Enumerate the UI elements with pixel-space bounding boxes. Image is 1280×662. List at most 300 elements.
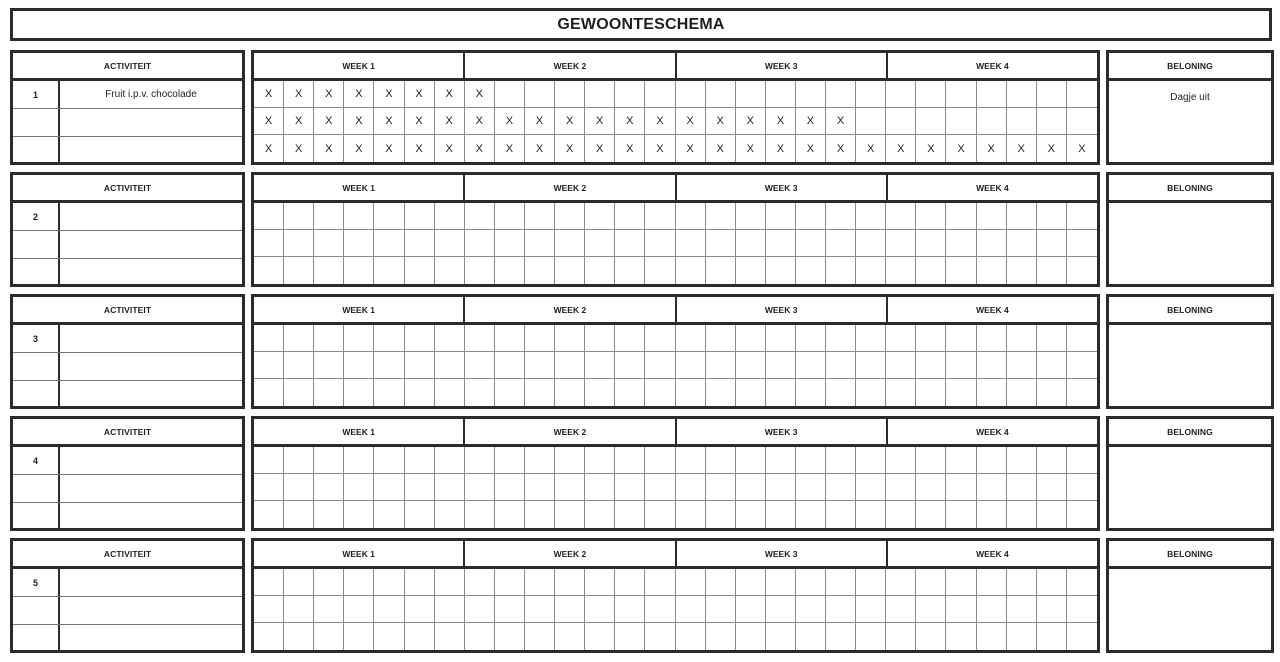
day-checkbox[interactable] [615,501,645,528]
day-checkbox[interactable] [374,447,404,474]
day-checkbox[interactable] [676,447,706,474]
day-checkbox[interactable] [645,135,675,162]
day-checkbox[interactable] [856,596,886,623]
day-checkbox[interactable] [676,623,706,650]
day-checkbox[interactable] [405,596,435,623]
day-checkbox[interactable] [1067,596,1097,623]
day-checkbox[interactable] [405,135,435,162]
activity-name[interactable] [60,447,242,474]
day-checkbox[interactable] [555,108,585,135]
day-checkbox[interactable] [977,108,1007,135]
activity-row[interactable] [13,475,242,503]
day-checkbox[interactable] [314,108,344,135]
day-checkbox[interactable] [1007,623,1037,650]
day-checkbox[interactable] [706,81,736,108]
day-checkbox[interactable] [856,230,886,257]
day-checkbox[interactable] [796,325,826,352]
reward-text[interactable] [1109,447,1271,528]
day-checkbox[interactable] [1067,230,1097,257]
day-checkbox[interactable] [1007,325,1037,352]
day-checkbox[interactable] [254,352,284,379]
day-checkbox[interactable] [405,352,435,379]
day-checkbox[interactable] [1037,501,1067,528]
day-checkbox[interactable] [615,623,645,650]
day-checkbox[interactable] [435,352,465,379]
day-checkbox[interactable] [1007,447,1037,474]
day-checkbox[interactable] [1007,230,1037,257]
day-checkbox[interactable] [615,352,645,379]
day-checkbox[interactable] [1037,623,1067,650]
day-checkbox[interactable] [525,325,555,352]
day-checkbox[interactable] [525,108,555,135]
day-checkbox[interactable] [495,135,525,162]
day-checkbox[interactable] [826,569,856,596]
day-checkbox[interactable] [525,623,555,650]
day-checkbox[interactable] [736,379,766,406]
day-checkbox[interactable] [374,623,404,650]
day-checkbox[interactable] [284,108,314,135]
day-checkbox[interactable] [435,447,465,474]
day-checkbox[interactable] [1037,81,1067,108]
day-checkbox[interactable] [1007,135,1037,162]
day-checkbox[interactable] [495,379,525,406]
day-checkbox[interactable] [796,596,826,623]
day-checkbox[interactable] [465,230,495,257]
day-checkbox[interactable] [1037,474,1067,501]
day-checkbox[interactable] [1037,135,1067,162]
day-checkbox[interactable] [856,203,886,230]
day-checkbox[interactable] [344,230,374,257]
day-checkbox[interactable] [1037,569,1067,596]
day-checkbox[interactable] [555,230,585,257]
day-checkbox[interactable] [856,257,886,284]
day-checkbox[interactable] [946,596,976,623]
day-checkbox[interactable] [284,257,314,284]
day-checkbox[interactable] [946,352,976,379]
day-checkbox[interactable] [886,230,916,257]
day-checkbox[interactable] [405,81,435,108]
day-checkbox[interactable] [916,352,946,379]
day-checkbox[interactable] [284,325,314,352]
day-checkbox[interactable] [284,135,314,162]
day-checkbox[interactable] [284,203,314,230]
day-checkbox[interactable] [585,81,615,108]
day-checkbox[interactable] [946,501,976,528]
day-checkbox[interactable] [977,596,1007,623]
day-checkbox[interactable] [796,81,826,108]
day-checkbox[interactable] [1067,447,1097,474]
day-checkbox[interactable] [856,569,886,596]
day-checkbox[interactable] [254,569,284,596]
day-checkbox[interactable] [706,325,736,352]
day-checkbox[interactable] [856,352,886,379]
day-checkbox[interactable] [585,569,615,596]
day-checkbox[interactable] [1037,257,1067,284]
day-checkbox[interactable] [585,379,615,406]
day-checkbox[interactable] [766,325,796,352]
day-checkbox[interactable] [405,474,435,501]
day-checkbox[interactable] [525,474,555,501]
day-checkbox[interactable] [1007,474,1037,501]
day-checkbox[interactable] [736,596,766,623]
day-checkbox[interactable] [645,623,675,650]
reward-text[interactable] [1109,203,1271,284]
activity-row[interactable] [13,231,242,259]
day-checkbox[interactable] [1067,379,1097,406]
day-checkbox[interactable] [736,352,766,379]
day-checkbox[interactable] [676,81,706,108]
day-checkbox[interactable] [946,379,976,406]
day-checkbox[interactable] [1037,325,1067,352]
day-checkbox[interactable] [344,569,374,596]
day-checkbox[interactable] [766,569,796,596]
day-checkbox[interactable] [946,81,976,108]
day-checkbox[interactable] [465,81,495,108]
day-checkbox[interactable] [495,81,525,108]
day-checkbox[interactable] [284,447,314,474]
day-checkbox[interactable] [555,135,585,162]
day-checkbox[interactable] [284,379,314,406]
day-checkbox[interactable] [254,474,284,501]
day-checkbox[interactable] [645,569,675,596]
day-checkbox[interactable] [886,596,916,623]
day-checkbox[interactable] [615,135,645,162]
day-checkbox[interactable] [886,569,916,596]
day-checkbox[interactable] [856,135,886,162]
day-checkbox[interactable] [615,81,645,108]
activity-row[interactable] [13,569,242,597]
day-checkbox[interactable] [254,203,284,230]
day-checkbox[interactable] [1037,447,1067,474]
day-checkbox[interactable] [405,203,435,230]
day-checkbox[interactable] [1067,501,1097,528]
day-checkbox[interactable] [254,257,284,284]
day-checkbox[interactable] [826,257,856,284]
day-checkbox[interactable] [826,81,856,108]
day-checkbox[interactable] [374,501,404,528]
day-checkbox[interactable] [405,379,435,406]
day-checkbox[interactable] [977,352,1007,379]
day-checkbox[interactable] [796,108,826,135]
day-checkbox[interactable] [314,257,344,284]
day-checkbox[interactable] [826,230,856,257]
day-checkbox[interactable] [796,203,826,230]
day-checkbox[interactable] [796,569,826,596]
day-checkbox[interactable] [736,501,766,528]
day-checkbox[interactable] [254,325,284,352]
day-checkbox[interactable] [374,379,404,406]
day-checkbox[interactable] [435,596,465,623]
day-checkbox[interactable] [736,569,766,596]
day-checkbox[interactable] [886,257,916,284]
day-checkbox[interactable] [555,501,585,528]
day-checkbox[interactable] [465,135,495,162]
day-checkbox[interactable] [826,623,856,650]
day-checkbox[interactable] [344,501,374,528]
day-checkbox[interactable] [254,501,284,528]
day-checkbox[interactable] [826,447,856,474]
day-checkbox[interactable] [676,474,706,501]
day-checkbox[interactable] [886,352,916,379]
day-checkbox[interactable] [374,230,404,257]
day-checkbox[interactable] [284,596,314,623]
day-checkbox[interactable] [886,135,916,162]
day-checkbox[interactable] [706,501,736,528]
day-checkbox[interactable] [585,352,615,379]
day-checkbox[interactable] [585,230,615,257]
day-checkbox[interactable] [977,135,1007,162]
day-checkbox[interactable] [585,474,615,501]
day-checkbox[interactable] [1037,230,1067,257]
day-checkbox[interactable] [706,379,736,406]
day-checkbox[interactable] [676,596,706,623]
day-checkbox[interactable] [736,474,766,501]
day-checkbox[interactable] [676,325,706,352]
day-checkbox[interactable] [796,230,826,257]
day-checkbox[interactable] [676,501,706,528]
day-checkbox[interactable] [465,325,495,352]
day-checkbox[interactable] [796,501,826,528]
day-checkbox[interactable] [977,569,1007,596]
day-checkbox[interactable] [977,81,1007,108]
day-checkbox[interactable] [435,501,465,528]
day-checkbox[interactable] [465,352,495,379]
day-checkbox[interactable] [495,596,525,623]
day-checkbox[interactable] [284,569,314,596]
day-checkbox[interactable] [435,325,465,352]
day-checkbox[interactable] [585,257,615,284]
day-checkbox[interactable] [374,352,404,379]
day-checkbox[interactable] [495,447,525,474]
day-checkbox[interactable] [766,203,796,230]
day-checkbox[interactable] [676,108,706,135]
day-checkbox[interactable] [525,203,555,230]
day-checkbox[interactable] [706,257,736,284]
day-checkbox[interactable] [495,501,525,528]
day-checkbox[interactable] [585,501,615,528]
day-checkbox[interactable] [796,474,826,501]
day-checkbox[interactable] [706,203,736,230]
day-checkbox[interactable] [555,325,585,352]
day-checkbox[interactable] [1067,325,1097,352]
day-checkbox[interactable] [344,108,374,135]
day-checkbox[interactable] [886,474,916,501]
day-checkbox[interactable] [585,203,615,230]
day-checkbox[interactable] [465,108,495,135]
day-checkbox[interactable] [585,325,615,352]
day-checkbox[interactable] [555,352,585,379]
day-checkbox[interactable] [766,623,796,650]
day-checkbox[interactable] [374,596,404,623]
day-checkbox[interactable] [706,596,736,623]
day-checkbox[interactable] [706,623,736,650]
activity-row[interactable] [13,353,242,381]
day-checkbox[interactable] [314,596,344,623]
day-checkbox[interactable] [1067,108,1097,135]
day-checkbox[interactable] [314,135,344,162]
day-checkbox[interactable] [766,447,796,474]
day-checkbox[interactable] [916,81,946,108]
day-checkbox[interactable] [736,257,766,284]
day-checkbox[interactable] [676,203,706,230]
day-checkbox[interactable] [886,501,916,528]
day-checkbox[interactable] [886,81,916,108]
day-checkbox[interactable] [916,596,946,623]
day-checkbox[interactable] [766,379,796,406]
day-checkbox[interactable] [856,501,886,528]
day-checkbox[interactable] [856,447,886,474]
day-checkbox[interactable] [1067,203,1097,230]
day-checkbox[interactable] [766,257,796,284]
day-checkbox[interactable] [615,257,645,284]
day-checkbox[interactable] [946,569,976,596]
day-checkbox[interactable] [254,623,284,650]
day-checkbox[interactable] [314,325,344,352]
day-checkbox[interactable] [916,257,946,284]
day-checkbox[interactable] [796,257,826,284]
day-checkbox[interactable] [856,108,886,135]
day-checkbox[interactable] [254,135,284,162]
activity-row[interactable] [13,203,242,231]
day-checkbox[interactable] [495,203,525,230]
day-checkbox[interactable] [314,447,344,474]
day-checkbox[interactable] [615,474,645,501]
day-checkbox[interactable] [405,569,435,596]
day-checkbox[interactable] [706,135,736,162]
day-checkbox[interactable] [736,447,766,474]
day-checkbox[interactable] [856,325,886,352]
day-checkbox[interactable] [645,230,675,257]
day-checkbox[interactable] [314,569,344,596]
day-checkbox[interactable] [435,108,465,135]
day-checkbox[interactable] [344,257,374,284]
day-checkbox[interactable] [525,81,555,108]
day-checkbox[interactable] [916,379,946,406]
day-checkbox[interactable] [495,108,525,135]
day-checkbox[interactable] [946,230,976,257]
day-checkbox[interactable] [826,501,856,528]
activity-name[interactable] [60,203,242,230]
day-checkbox[interactable] [1037,596,1067,623]
day-checkbox[interactable] [525,230,555,257]
day-checkbox[interactable] [916,569,946,596]
day-checkbox[interactable] [766,501,796,528]
day-checkbox[interactable] [886,203,916,230]
day-checkbox[interactable] [826,352,856,379]
day-checkbox[interactable] [946,203,976,230]
day-checkbox[interactable] [766,596,796,623]
day-checkbox[interactable] [374,81,404,108]
day-checkbox[interactable] [736,230,766,257]
day-checkbox[interactable] [856,379,886,406]
day-checkbox[interactable] [405,447,435,474]
activity-row[interactable] [13,503,242,530]
day-checkbox[interactable] [254,108,284,135]
day-checkbox[interactable] [886,623,916,650]
day-checkbox[interactable] [525,569,555,596]
day-checkbox[interactable] [766,81,796,108]
day-checkbox[interactable] [525,501,555,528]
day-checkbox[interactable] [374,108,404,135]
day-checkbox[interactable] [435,135,465,162]
day-checkbox[interactable] [736,203,766,230]
activity-name[interactable]: Fruit i.p.v. chocolade [105,89,197,100]
day-checkbox[interactable] [374,203,404,230]
day-checkbox[interactable] [706,569,736,596]
day-checkbox[interactable] [344,325,374,352]
activity-row[interactable] [13,381,242,408]
day-checkbox[interactable] [615,569,645,596]
day-checkbox[interactable] [585,623,615,650]
day-checkbox[interactable] [946,108,976,135]
day-checkbox[interactable] [916,203,946,230]
day-checkbox[interactable] [465,447,495,474]
day-checkbox[interactable] [615,108,645,135]
day-checkbox[interactable] [374,135,404,162]
day-checkbox[interactable] [977,447,1007,474]
day-checkbox[interactable] [344,447,374,474]
day-checkbox[interactable] [465,623,495,650]
day-checkbox[interactable] [284,623,314,650]
day-checkbox[interactable] [1007,596,1037,623]
day-checkbox[interactable] [706,108,736,135]
day-checkbox[interactable] [585,135,615,162]
activity-name[interactable] [60,325,242,352]
day-checkbox[interactable] [344,474,374,501]
day-checkbox[interactable] [796,379,826,406]
day-checkbox[interactable] [916,230,946,257]
day-checkbox[interactable] [766,135,796,162]
day-checkbox[interactable] [826,135,856,162]
day-checkbox[interactable] [977,623,1007,650]
day-checkbox[interactable] [946,447,976,474]
day-checkbox[interactable] [615,325,645,352]
day-checkbox[interactable] [405,257,435,284]
day-checkbox[interactable] [977,474,1007,501]
day-checkbox[interactable] [344,352,374,379]
reward-text[interactable]: Dagje uit [1170,92,1210,103]
activity-row[interactable] [13,325,242,353]
day-checkbox[interactable] [525,379,555,406]
day-checkbox[interactable] [736,108,766,135]
day-checkbox[interactable] [826,596,856,623]
day-checkbox[interactable] [856,623,886,650]
day-checkbox[interactable] [736,135,766,162]
day-checkbox[interactable] [254,81,284,108]
day-checkbox[interactable] [676,569,706,596]
day-checkbox[interactable] [314,81,344,108]
day-checkbox[interactable] [615,203,645,230]
day-checkbox[interactable] [977,379,1007,406]
day-checkbox[interactable] [465,501,495,528]
day-checkbox[interactable] [254,230,284,257]
day-checkbox[interactable] [495,623,525,650]
day-checkbox[interactable] [916,325,946,352]
day-checkbox[interactable] [826,203,856,230]
day-checkbox[interactable] [676,230,706,257]
day-checkbox[interactable] [525,596,555,623]
day-checkbox[interactable] [495,230,525,257]
day-checkbox[interactable] [1067,81,1097,108]
day-checkbox[interactable] [826,325,856,352]
day-checkbox[interactable] [405,325,435,352]
day-checkbox[interactable] [645,596,675,623]
day-checkbox[interactable] [886,379,916,406]
day-checkbox[interactable] [495,474,525,501]
day-checkbox[interactable] [314,379,344,406]
day-checkbox[interactable] [1037,203,1067,230]
day-checkbox[interactable] [254,379,284,406]
